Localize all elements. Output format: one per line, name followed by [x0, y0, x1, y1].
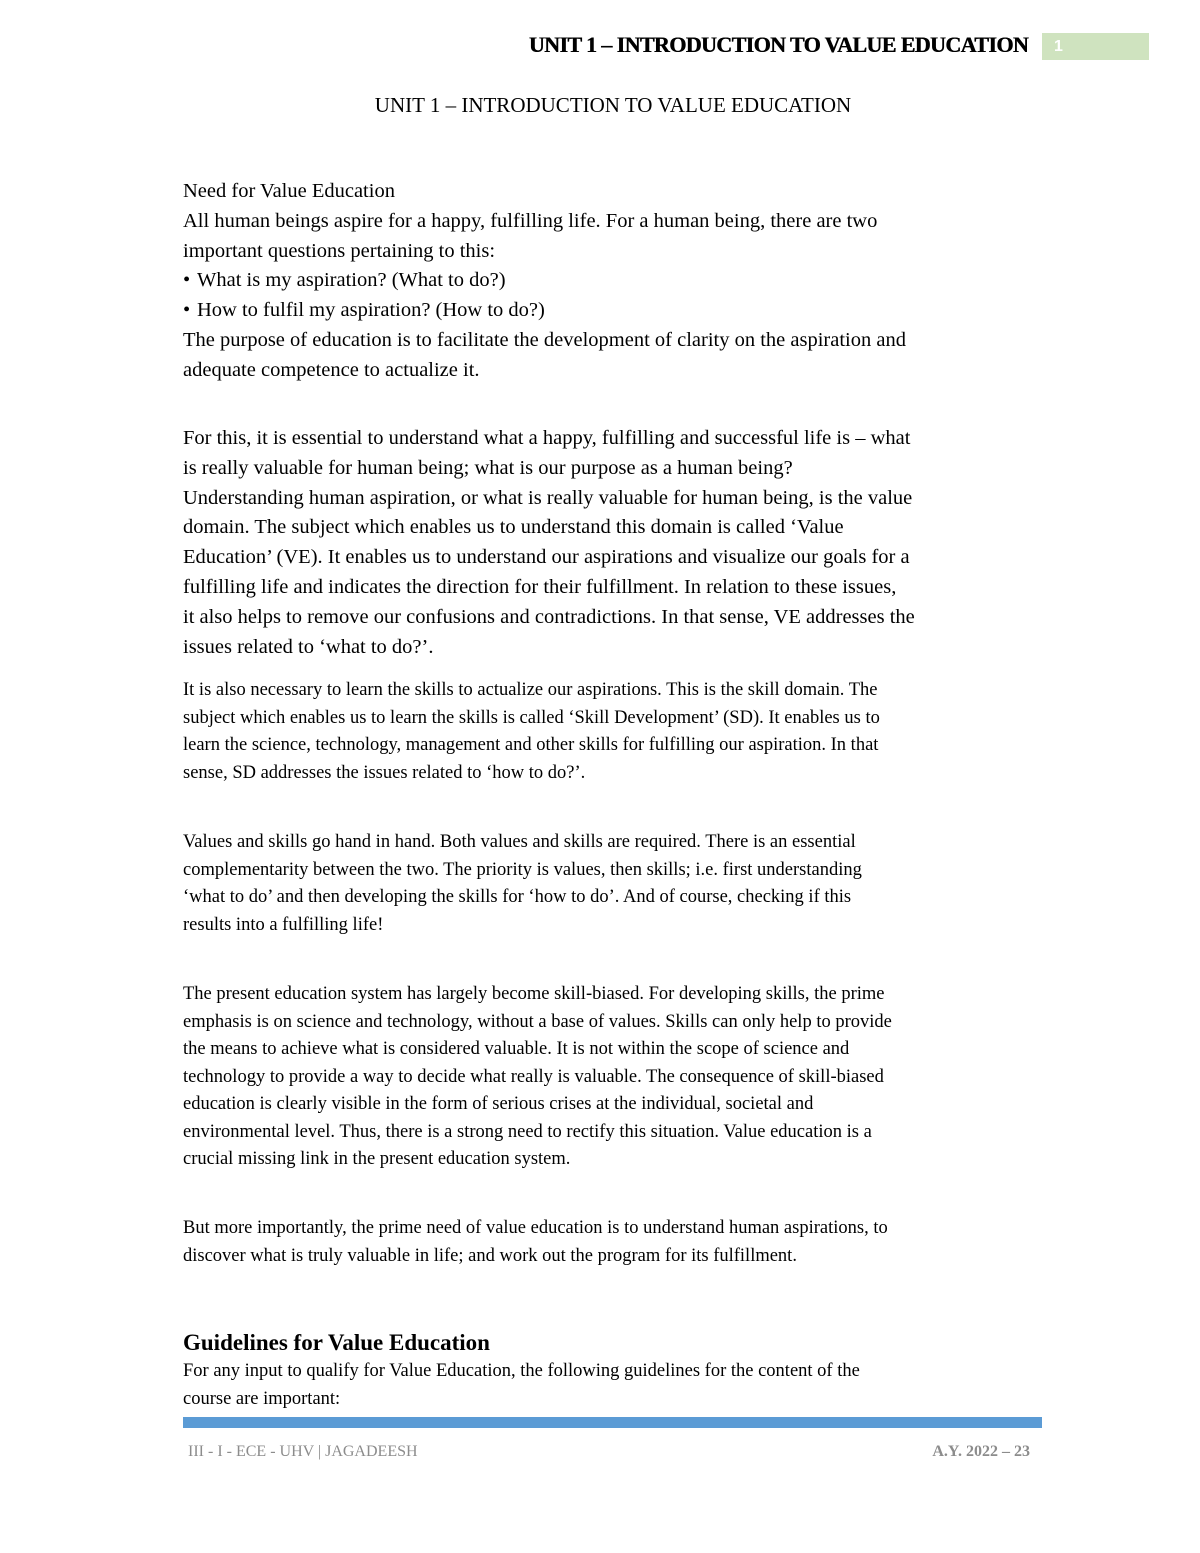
text-line: results into a fulfilling life! — [183, 914, 384, 935]
paragraph-present-system — [183, 981, 1053, 1174]
bullet-text: How to fulfil my aspiration? (How to do?) — [197, 299, 545, 322]
page-number: 1 — [1054, 38, 1063, 55]
purpose-line-1: The purpose of education is to facilitate the development of clarity on the aspiration and — [183, 328, 906, 351]
text-line: For this, it is essential to understand what a happy, fulfilling and successful life is – what — [183, 427, 911, 449]
text-line: discover what is truly valuable in life; and work out the program for its fulfillment. — [183, 1245, 797, 1266]
text-line: learn the science, technology, management and other skills for fulfilling our aspiration. In that — [183, 735, 879, 755]
text-line: environmental level. Thus, there is a strong need to rectify this situation. Value education is a — [183, 1121, 872, 1142]
text-line: technology to provide a way to decide what really is valuable. The consequence of skill-biased — [183, 1066, 884, 1087]
intro-line-2: important questions pertaining to this: — [183, 239, 496, 262]
paragraph-value-domain — [183, 424, 1053, 662]
text-line: For any input to qualify for Value Education, the following guidelines for the content of the — [183, 1361, 860, 1381]
bullet-icon: • — [183, 299, 191, 322]
need-heading: Need for Value Education — [183, 180, 395, 202]
footer-academic-year: A.Y. 2022 – 23 — [932, 1443, 1030, 1460]
bullet-icon: • — [183, 269, 191, 292]
text-line: issues related to ‘what to do?’. — [183, 635, 434, 658]
paragraph-values-and-skills — [183, 829, 1053, 939]
running-header-title: UNIT 1 – INTRODUCTION TO VALUE EDUCATION — [528, 32, 1028, 57]
text-line: crucial missing link in the present education system. — [183, 1149, 571, 1169]
text-line: Understanding human aspiration, or what is really valuable for human being, is the value — [183, 486, 913, 509]
text-line: the means to achieve what is considered valuable. It is not within the scope of science and — [183, 1039, 850, 1059]
text-line: fulfilling life and indicates the direction for their fulfillment. In relation to these issues, — [183, 575, 897, 598]
text-line: But more importantly, the prime need of value education is to understand human aspirations, to — [183, 1218, 888, 1238]
text-line: sense, SD addresses the issues related to ‘how to do?’. — [183, 762, 586, 783]
footer-divider-bar — [183, 1417, 1042, 1428]
text-line: education is clearly visible in the form of serious crises at the individual, societal and — [183, 1094, 814, 1114]
text-line: subject which enables us to learn the skills is called ‘Skill Development’ (SD). It enables us to — [183, 707, 880, 728]
text-line: The present education system has largely become skill-biased. For developing skills, the prime — [183, 984, 885, 1004]
need-section — [183, 177, 1053, 386]
purpose-line-2: adequate competence to actualize it. — [183, 358, 480, 381]
text-line: It is also necessary to learn the skills to actualize our aspirations. This is the skill domain. The — [183, 680, 878, 700]
footer-course-info: III - I - ECE - UHV | JAGADEESH — [188, 1443, 418, 1460]
text-line: course are important: — [183, 1388, 341, 1409]
guidelines-section — [183, 1328, 1053, 1413]
bullet-text: What is my aspiration? (What to do?) — [197, 269, 506, 292]
guidelines-heading: Guidelines for Value Education — [183, 1330, 490, 1355]
text-line: emphasis is on science and technology, without a base of values. Skills can only help to provide — [183, 1011, 892, 1032]
page-number-badge — [1042, 33, 1149, 60]
text-line: ‘what to do’ and then developing the skills for ‘how to do’. And of course, checking if this — [183, 887, 852, 907]
document-title: UNIT 1 – INTRODUCTION TO VALUE EDUCATION — [374, 93, 852, 117]
bullet-item-1 — [183, 266, 1053, 296]
paragraph-prime-need — [183, 1215, 1053, 1270]
text-line: domain. The subject which enables us to understand this domain is called ‘Value — [183, 516, 844, 539]
text-line: is really valuable for human being; what is our purpose as a human being? — [183, 456, 793, 479]
bullet-item-2 — [183, 296, 1053, 326]
paragraph-skill-domain — [183, 677, 1053, 787]
intro-line-1: All human beings aspire for a happy, fulfilling life. For a human being, there are two — [183, 209, 878, 232]
text-line: Values and skills go hand in hand. Both values and skills are required. There is an essential — [183, 832, 856, 852]
text-line: it also helps to remove our confusions and contradictions. In that sense, VE addresses the — [183, 605, 915, 628]
text-line: Education’ (VE). It enables us to understand our aspirations and visualize our goals for a — [183, 546, 910, 569]
text-line: complementarity between the two. The priority is values, then skills; i.e. first understanding — [183, 859, 862, 880]
